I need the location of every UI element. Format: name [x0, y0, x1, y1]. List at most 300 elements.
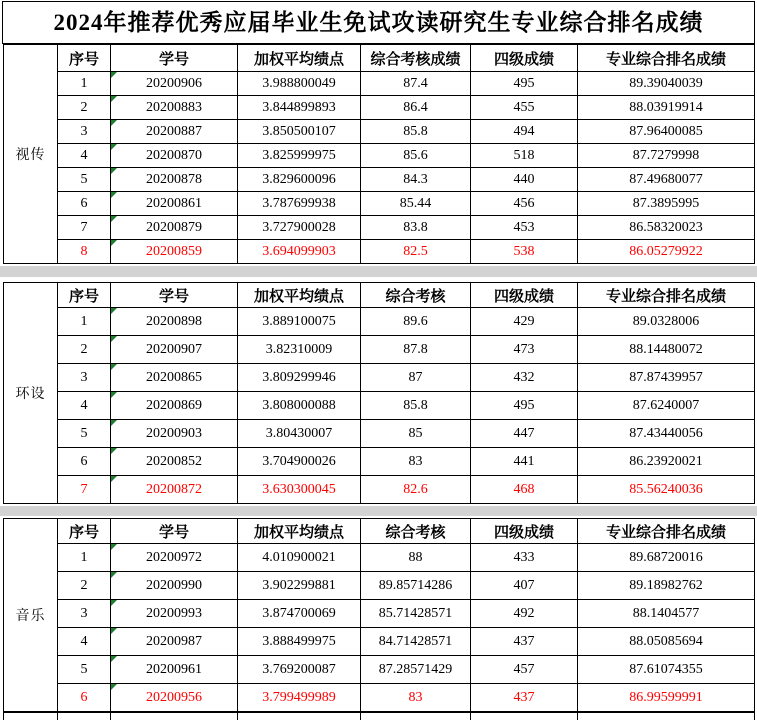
student-id-cell — [111, 96, 238, 120]
ranking-score-cell — [578, 628, 755, 656]
cell-text: 6 — [80, 195, 88, 211]
student-id-cell — [111, 392, 238, 420]
green-corner-marker-icon — [111, 96, 117, 102]
table-row — [4, 168, 755, 192]
cet4-score-cell — [471, 684, 578, 712]
student-id-cell — [111, 572, 238, 600]
table-row — [4, 476, 755, 504]
cet4-score-cell — [471, 72, 578, 96]
cell-text: 83.8 — [403, 219, 428, 235]
student-id-cell — [111, 168, 238, 192]
gpa-cell — [238, 684, 361, 712]
cell-text: 89.18982762 — [629, 577, 703, 593]
cet4-score-cell — [471, 448, 578, 476]
cell-text: 3 — [80, 369, 88, 385]
cell-text: 84.71428571 — [378, 633, 453, 649]
cell-text: 87.61074355 — [629, 661, 703, 677]
cell-text: 87.8 — [403, 341, 428, 357]
column-header: 学号 — [111, 519, 238, 544]
cell-text: 87.7279998 — [632, 147, 700, 163]
student-id-cell — [111, 144, 238, 168]
assessment-score-cell — [361, 420, 471, 448]
student-id-cell — [111, 628, 238, 656]
green-corner-marker-icon — [111, 120, 117, 126]
cell-text: 20200861 — [146, 195, 202, 211]
table-row — [4, 600, 755, 628]
cell-text: 2 — [80, 341, 88, 357]
table-row — [4, 336, 755, 364]
assessment-score-cell — [361, 448, 471, 476]
table-row — [4, 420, 755, 448]
cell-text: 3.727900028 — [262, 219, 336, 235]
cet4-score-cell — [471, 216, 578, 240]
ranking-score-cell — [578, 168, 755, 192]
group-label: 视传 — [4, 45, 58, 264]
table-row — [4, 308, 755, 336]
assessment-score-cell — [361, 96, 471, 120]
ranking-table-huanshe — [3, 282, 755, 504]
cet4-score-cell — [471, 336, 578, 364]
column-header: 专业综合排名成绩 — [578, 283, 755, 308]
cell-text: 3.889100075 — [262, 313, 336, 329]
gpa-cell — [238, 120, 361, 144]
gpa-cell — [238, 168, 361, 192]
cell-text: 87.4 — [403, 75, 428, 91]
cell-text: 89.85714286 — [378, 577, 453, 593]
column-header: 加权平均绩点 — [238, 519, 361, 544]
cell-text: 85 — [408, 425, 423, 441]
assessment-score-cell — [361, 684, 471, 712]
gpa-cell — [238, 192, 361, 216]
gpa-cell — [238, 600, 361, 628]
cell-text: 3.850500107 — [262, 123, 336, 139]
cell-text: 473 — [513, 341, 535, 357]
cell-text: 85.8 — [403, 397, 428, 413]
ranking-score-cell — [578, 656, 755, 684]
empty-cell — [238, 713, 361, 720]
gpa-cell — [238, 216, 361, 240]
cell-text: 3.902299881 — [262, 577, 336, 593]
header-row — [4, 519, 755, 544]
cell-text: 3.694099903 — [262, 243, 336, 259]
ranking-score-cell — [578, 600, 755, 628]
student-id-cell — [111, 216, 238, 240]
green-corner-marker-icon — [111, 420, 117, 426]
assessment-score-cell — [361, 572, 471, 600]
cell-text: 89.39040039 — [629, 75, 703, 91]
green-corner-marker-icon — [111, 392, 117, 398]
ranking-score-cell — [578, 96, 755, 120]
gpa-cell — [238, 572, 361, 600]
cet4-score-cell — [471, 656, 578, 684]
cell-text: 85.56240036 — [629, 481, 703, 497]
empty-cell — [58, 713, 111, 720]
ranking-score-cell — [578, 192, 755, 216]
cell-text: 3 — [80, 123, 88, 139]
cell-text: 20200869 — [146, 397, 202, 413]
empty-cell — [361, 713, 471, 720]
table-row — [4, 684, 755, 712]
cet4-score-cell — [471, 96, 578, 120]
cell-text: 20200883 — [146, 99, 202, 115]
assessment-score-cell — [361, 392, 471, 420]
cell-text: 20200898 — [146, 313, 202, 329]
row-number-cell — [58, 144, 111, 168]
cutoff-empty-row — [3, 712, 755, 720]
table-row — [4, 216, 755, 240]
cell-text: 83 — [408, 689, 423, 705]
cell-text: 20200993 — [146, 605, 202, 621]
cet4-score-cell — [471, 144, 578, 168]
row-number-cell — [58, 168, 111, 192]
gpa-cell — [238, 628, 361, 656]
green-corner-marker-icon — [111, 192, 117, 198]
assessment-score-cell — [361, 656, 471, 684]
cell-text: 433 — [513, 549, 535, 565]
cell-text: 20200907 — [146, 341, 202, 357]
column-header: 综合考核成绩 — [361, 45, 471, 72]
cell-text: 88.1404577 — [632, 605, 700, 621]
green-corner-marker-icon — [111, 336, 117, 342]
cell-text: 453 — [513, 219, 535, 235]
student-id-cell — [111, 600, 238, 628]
cell-text: 5 — [80, 171, 88, 187]
cell-text: 20200990 — [146, 577, 202, 593]
column-header: 综合考核 — [361, 283, 471, 308]
gpa-cell — [238, 308, 361, 336]
cell-text: 3.769200087 — [262, 661, 336, 677]
ranking-score-cell — [578, 684, 755, 712]
ranking-score-cell — [578, 216, 755, 240]
cell-text: 6 — [80, 689, 88, 705]
cell-text: 3.82310009 — [265, 341, 333, 357]
green-corner-marker-icon — [111, 684, 117, 690]
assessment-score-cell — [361, 336, 471, 364]
table-row — [4, 448, 755, 476]
group-label: 音乐 — [4, 519, 58, 712]
cell-text: 492 — [513, 605, 535, 621]
cell-text: 84.3 — [403, 171, 428, 187]
assessment-score-cell — [361, 72, 471, 96]
green-corner-marker-icon — [111, 600, 117, 606]
empty-cell — [4, 713, 58, 720]
cell-text: 5 — [80, 425, 88, 441]
green-corner-marker-icon — [111, 448, 117, 454]
cell-text: 85.44 — [399, 195, 432, 211]
cet4-score-cell — [471, 392, 578, 420]
assessment-score-cell — [361, 364, 471, 392]
cet4-score-cell — [471, 364, 578, 392]
cell-text: 87.28571429 — [378, 661, 453, 677]
cet4-score-cell — [471, 240, 578, 264]
student-id-cell — [111, 72, 238, 96]
separator-bar — [0, 266, 757, 277]
assessment-score-cell — [361, 544, 471, 572]
ranking-score-cell — [578, 364, 755, 392]
assessment-score-cell — [361, 120, 471, 144]
group-label: 环设 — [4, 283, 58, 504]
cell-text: 432 — [513, 369, 535, 385]
gpa-cell — [238, 476, 361, 504]
cell-text: 3.888499975 — [262, 633, 336, 649]
cell-text: 85.71428571 — [378, 605, 453, 621]
table-row — [4, 144, 755, 168]
cell-text: 2 — [80, 99, 88, 115]
row-number-cell — [58, 448, 111, 476]
row-number-cell — [58, 336, 111, 364]
column-header: 专业综合排名成绩 — [578, 519, 755, 544]
cell-text: 20200956 — [146, 689, 202, 705]
cell-text: 20200852 — [146, 453, 202, 469]
ranking-table-shichuan — [3, 44, 755, 264]
gpa-cell — [238, 656, 361, 684]
cet4-score-cell — [471, 192, 578, 216]
column-header: 学号 — [111, 283, 238, 308]
empty-row — [4, 713, 755, 720]
table-separator — [0, 504, 757, 518]
assessment-score-cell — [361, 144, 471, 168]
cet4-score-cell — [471, 420, 578, 448]
row-number-cell — [58, 216, 111, 240]
student-id-cell — [111, 336, 238, 364]
green-corner-marker-icon — [111, 216, 117, 222]
cell-text: 20200870 — [146, 147, 202, 163]
row-number-cell — [58, 684, 111, 712]
cell-text: 3.787699938 — [262, 195, 336, 211]
cell-text: 20200906 — [146, 75, 202, 91]
cell-text: 87.96400085 — [629, 123, 703, 139]
assessment-score-cell — [361, 216, 471, 240]
cell-text: 87.87439957 — [629, 369, 703, 385]
cell-text: 437 — [513, 689, 535, 705]
cell-text: 87.43440056 — [629, 425, 703, 441]
cell-text: 20200872 — [146, 481, 202, 497]
cell-text: 88.05085694 — [629, 633, 703, 649]
student-id-cell — [111, 120, 238, 144]
cell-text: 4.010900021 — [262, 549, 336, 565]
cell-text: 20200987 — [146, 633, 202, 649]
cell-text: 20200887 — [146, 123, 202, 139]
assessment-score-cell — [361, 168, 471, 192]
student-id-cell — [111, 240, 238, 264]
column-header: 序号 — [58, 519, 111, 544]
row-number-cell — [58, 96, 111, 120]
table-row — [4, 192, 755, 216]
assessment-score-cell — [361, 308, 471, 336]
cell-text: 86.99599991 — [629, 689, 703, 705]
cell-text: 86.05279922 — [629, 243, 703, 259]
cell-text: 87 — [408, 369, 423, 385]
cell-text: 6 — [80, 453, 88, 469]
cell-text: 3.844899893 — [262, 99, 336, 115]
green-corner-marker-icon — [111, 364, 117, 370]
column-header: 加权平均绩点 — [238, 45, 361, 72]
cell-text: 457 — [513, 661, 535, 677]
gpa-cell — [238, 240, 361, 264]
assessment-score-cell — [361, 628, 471, 656]
table-row — [4, 72, 755, 96]
table-row — [4, 656, 755, 684]
column-header: 四级成绩 — [471, 45, 578, 72]
cell-text: 86.23920021 — [629, 453, 703, 469]
separator-bar — [0, 506, 757, 516]
cell-text: 20200879 — [146, 219, 202, 235]
cell-text: 85.8 — [403, 123, 428, 139]
ranking-score-cell — [578, 308, 755, 336]
cet4-score-cell — [471, 628, 578, 656]
gpa-cell — [238, 144, 361, 168]
cell-text: 20200903 — [146, 425, 202, 441]
cet4-score-cell — [471, 168, 578, 192]
cell-text: 456 — [513, 195, 535, 211]
cell-text: 3.809299946 — [262, 369, 336, 385]
cell-text: 88.03919914 — [629, 99, 703, 115]
ranking-score-cell — [578, 392, 755, 420]
student-id-cell — [111, 192, 238, 216]
green-corner-marker-icon — [111, 72, 117, 78]
cet4-score-cell — [471, 476, 578, 504]
student-id-cell — [111, 476, 238, 504]
ranking-score-cell — [578, 448, 755, 476]
cet4-score-cell — [471, 600, 578, 628]
table-row — [4, 628, 755, 656]
ranking-score-cell — [578, 120, 755, 144]
column-header: 综合考核 — [361, 519, 471, 544]
empty-cell — [111, 713, 238, 720]
cell-text: 82.5 — [403, 243, 428, 259]
cell-text: 82.6 — [403, 481, 428, 497]
student-id-cell — [111, 544, 238, 572]
ranking-score-cell — [578, 336, 755, 364]
green-corner-marker-icon — [111, 628, 117, 634]
table-row — [4, 240, 755, 264]
cell-text: 85.6 — [403, 147, 428, 163]
row-number-cell — [58, 572, 111, 600]
row-number-cell — [58, 628, 111, 656]
gpa-cell — [238, 336, 361, 364]
green-corner-marker-icon — [111, 656, 117, 662]
cell-text: 4 — [80, 633, 88, 649]
column-header: 四级成绩 — [471, 519, 578, 544]
ranking-score-cell — [578, 572, 755, 600]
row-number-cell — [58, 392, 111, 420]
cell-text: 1 — [80, 313, 88, 329]
column-header: 序号 — [58, 283, 111, 308]
row-number-cell — [58, 192, 111, 216]
header-row — [4, 283, 755, 308]
row-number-cell — [58, 308, 111, 336]
cell-text: 89.6 — [403, 313, 428, 329]
cell-text: 3.808000088 — [262, 397, 336, 413]
ranking-score-cell — [578, 420, 755, 448]
cell-text: 20200865 — [146, 369, 202, 385]
cell-text: 468 — [513, 481, 535, 497]
cell-text: 87.6240007 — [632, 397, 700, 413]
cell-text: 20200972 — [146, 549, 202, 565]
ranking-score-cell — [578, 476, 755, 504]
column-header: 学号 — [111, 45, 238, 72]
cell-text: 518 — [513, 147, 535, 163]
cet4-score-cell — [471, 544, 578, 572]
cell-text: 86.58320023 — [629, 219, 703, 235]
cell-text: 89.68720016 — [629, 549, 703, 565]
cell-text: 447 — [513, 425, 535, 441]
cell-text: 3.874700069 — [262, 605, 336, 621]
column-header: 四级成绩 — [471, 283, 578, 308]
gpa-cell — [238, 392, 361, 420]
cell-text: 83 — [408, 453, 423, 469]
row-number-cell — [58, 72, 111, 96]
ranking-score-cell — [578, 144, 755, 168]
cell-text: 494 — [513, 123, 535, 139]
cell-text: 437 — [513, 633, 535, 649]
cell-text: 3.80430007 — [265, 425, 333, 441]
cell-text: 495 — [513, 75, 535, 91]
cell-text: 407 — [513, 577, 535, 593]
cell-text: 20200878 — [146, 171, 202, 187]
student-id-cell — [111, 448, 238, 476]
gpa-cell — [238, 420, 361, 448]
ranking-score-cell — [578, 240, 755, 264]
assessment-score-cell — [361, 192, 471, 216]
row-number-cell — [58, 120, 111, 144]
table-row — [4, 120, 755, 144]
cell-text: 441 — [513, 453, 535, 469]
cell-text: 86.4 — [403, 99, 428, 115]
student-id-cell — [111, 308, 238, 336]
student-id-cell — [111, 656, 238, 684]
cell-text: 8 — [80, 243, 88, 259]
cell-text: 455 — [513, 99, 535, 115]
cell-text: 89.0328006 — [632, 313, 700, 329]
cell-text: 7 — [80, 219, 88, 235]
gpa-cell — [238, 544, 361, 572]
cell-text: 87.49680077 — [629, 171, 703, 187]
cell-text: 88.14480072 — [629, 341, 703, 357]
gpa-cell — [238, 448, 361, 476]
cell-text: 1 — [80, 75, 88, 91]
ranking-score-cell — [578, 544, 755, 572]
header-row — [4, 45, 755, 72]
assessment-score-cell — [361, 240, 471, 264]
empty-cell — [471, 713, 578, 720]
row-number-cell — [58, 544, 111, 572]
cet4-score-cell — [471, 572, 578, 600]
student-id-cell — [111, 684, 238, 712]
row-number-cell — [58, 476, 111, 504]
gpa-cell — [238, 96, 361, 120]
table-row — [4, 572, 755, 600]
cell-text: 538 — [513, 243, 535, 259]
cet4-score-cell — [471, 120, 578, 144]
green-corner-marker-icon — [111, 572, 117, 578]
green-corner-marker-icon — [111, 544, 117, 550]
cell-text: 4 — [80, 147, 88, 163]
cell-text: 495 — [513, 397, 535, 413]
cell-text: 3.829600096 — [262, 171, 336, 187]
cell-text: 5 — [80, 661, 88, 677]
cell-text: 2 — [80, 577, 88, 593]
column-header: 加权平均绩点 — [238, 283, 361, 308]
cell-text: 4 — [80, 397, 88, 413]
table-separator — [0, 264, 757, 282]
page-title: 2024年推荐优秀应届毕业生免试攻读研究生专业综合排名成绩 — [2, 1, 755, 44]
green-corner-marker-icon — [111, 240, 117, 246]
cell-text: 87.3895995 — [632, 195, 700, 211]
ranking-score-cell — [578, 72, 755, 96]
student-id-cell — [111, 420, 238, 448]
assessment-score-cell — [361, 476, 471, 504]
